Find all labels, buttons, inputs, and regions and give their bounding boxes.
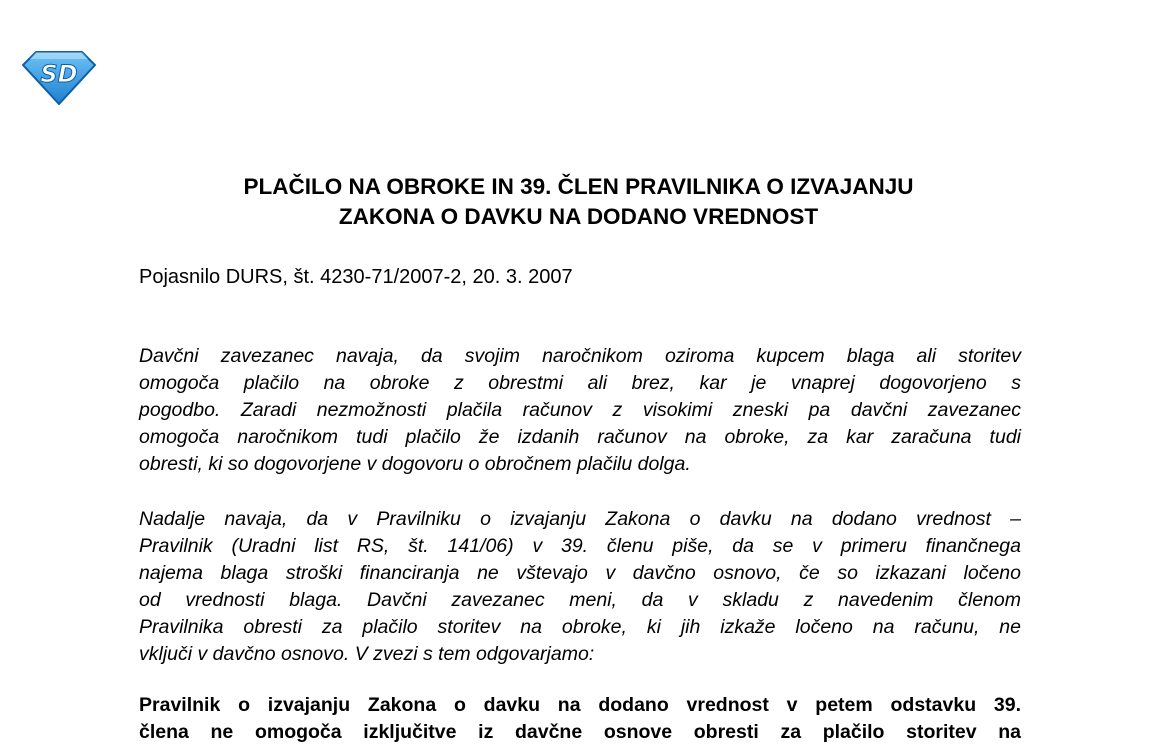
paragraph-1-line: obresti, ki so dogovorjene v dogovoru o obročnem plačilu dolga.: [139, 453, 691, 475]
paragraph-2-line: Pravilnika obresti za plačilo storitev na obroke, ki jih izkaže ločeno na računu, ne: [139, 616, 1021, 638]
paragraph-3: [139, 692, 1021, 746]
title-line-1: PLAČILO NA OBROKE IN 39. ČLEN PRAVILNIKA O IZVAJANJU: [243, 174, 914, 199]
document-title: [60, 172, 1097, 232]
paragraph-1-line: omogoča naročnikom tudi plačilo že izdanih računov na obroke, za kar zaračuna tudi: [139, 426, 1021, 448]
paragraph-3-line: Pravilnik o izvajanju Zakona o davku na dodano vrednost v petem odstavku 39.: [139, 694, 1021, 716]
paragraph-2-line: vključi v davčno osnovo. V zvezi s tem odgovarjamo:: [139, 643, 595, 665]
paragraph-2-line: od vrednosti blaga. Davčni zavezanec meni, da v skladu z navedenim členom: [139, 589, 1021, 611]
paragraph-2-line: najema blaga stroški financiranja ne vštevajo v davčno osnovo, če so izkazani ločeno: [139, 562, 1021, 584]
paragraph-3-line: člena ne omogoča izključitve iz davčne osnove obresti za plačilo storitev na: [139, 721, 1021, 743]
paragraph-2-line: Nadalje navaja, da v Pravilniku o izvajanju Zakona o davku na dodano vrednost –: [139, 508, 1021, 530]
paragraph-1-line: Davčni zavezanec navaja, da svojim naročnikom oziroma kupcem blaga ali storitev: [139, 345, 1021, 367]
sd-logo-icon: [22, 49, 96, 105]
paragraph-1: [139, 343, 1021, 478]
document-reference: Pojasnilo DURS, št. 4230-71/2007-2, 20. 3. 2007: [139, 266, 573, 288]
paragraph-1-line: omogoča plačilo na obroke z obrestmi ali brez, kar je vnaprej dogovorjeno s: [139, 372, 1021, 394]
paragraph-2: [139, 506, 1021, 668]
logo-text: SD: [40, 60, 78, 88]
paragraph-1-line: pogodbo. Zaradi nezmožnosti plačila računov z visokimi zneski pa davčni zavezanec: [139, 399, 1021, 421]
title-line-2: ZAKONA O DAVKU NA DODANO VREDNOST: [338, 204, 819, 229]
paragraph-2-line: Pravilnik (Uradni list RS, št. 141/06) v 39. členu piše, da se v primeru finančnega: [139, 535, 1021, 557]
